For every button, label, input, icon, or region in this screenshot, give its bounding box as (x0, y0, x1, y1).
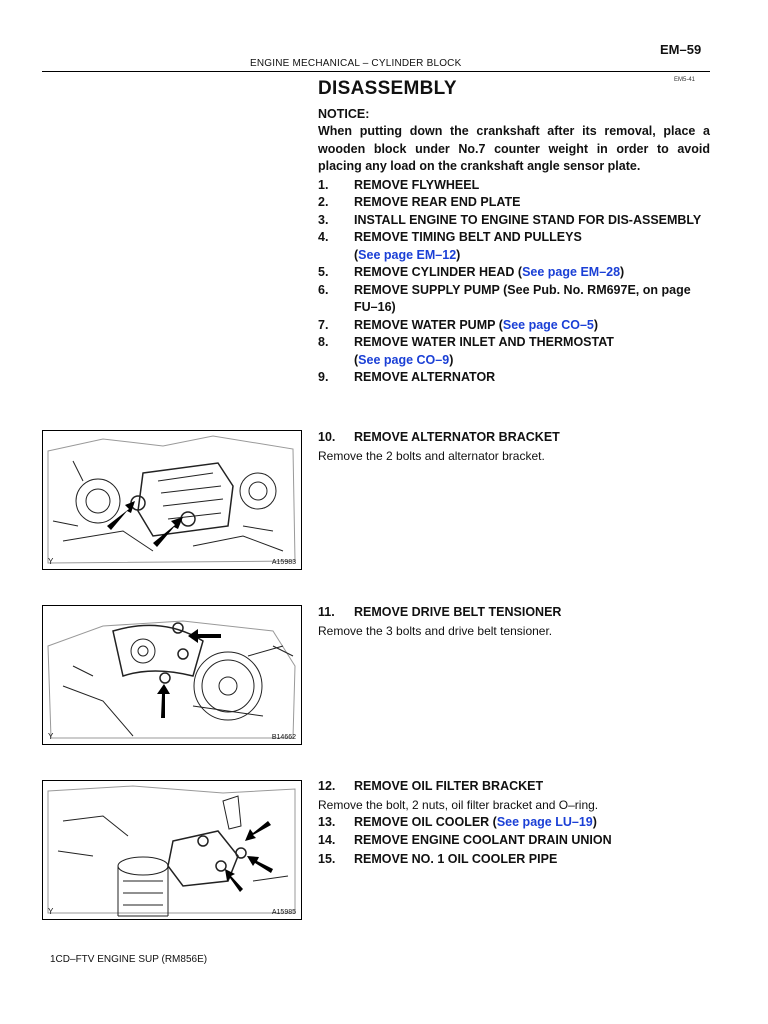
step-number: 12. (318, 779, 336, 793)
step-number: 6. (318, 282, 329, 297)
ref-open: ( (354, 352, 359, 367)
step-title: REMOVE OIL COOLER ( (354, 814, 497, 829)
ref-close: ) (449, 352, 454, 367)
step-7 (318, 317, 710, 335)
step-12 (318, 778, 710, 796)
figure-drive-belt-tensioner (42, 605, 302, 745)
step-title: REMOVE ENGINE COOLANT DRAIN UNION (354, 833, 612, 847)
step-number: 8. (318, 335, 329, 349)
step-number: 4. (318, 230, 329, 244)
step-title: REMOVE SUPPLY PUMP (See Pub. No. RM697E, on page FU–16) (354, 282, 691, 314)
step-description: Remove the 2 bolts and alternator bracket. (318, 448, 545, 463)
main-column (318, 78, 710, 387)
step-title: REMOVE ALTERNATOR BRACKET (354, 430, 560, 444)
arrow-icon (247, 856, 273, 873)
ref-close: ) (456, 247, 461, 262)
step-9 (318, 369, 710, 387)
figure-axis-label: Y (48, 732, 54, 741)
step-number: 2. (318, 195, 329, 209)
figure-axis-label: Y (48, 557, 54, 566)
footer: 1CD–FTV ENGINE SUP (RM856E) (50, 954, 208, 965)
figure-alternator-bracket (42, 430, 302, 570)
step-number: 5. (318, 265, 329, 279)
step-number: 13. (318, 814, 336, 829)
see-page-link[interactable]: See page LU–19 (496, 814, 593, 829)
step-title: INSTALL ENGINE TO ENGINE STAND FOR DIS-ASSEMBLY (354, 212, 702, 227)
section-11 (318, 604, 710, 640)
step-13 (318, 814, 710, 832)
section-10 (318, 429, 710, 465)
see-page-link[interactable]: See page EM–28 (522, 265, 621, 279)
step-15 (318, 851, 710, 869)
alternator-bracket-illustration (43, 431, 301, 569)
step-list (318, 177, 710, 387)
step-title: REMOVE OIL FILTER BRACKET (354, 779, 544, 793)
arrow-icon (107, 501, 135, 530)
ref-close: ) (592, 814, 597, 829)
step-number: 3. (318, 212, 329, 227)
figure-id: A15983 (271, 559, 296, 566)
step-title: REMOVE REAR END PLATE (354, 195, 521, 209)
step-3 (318, 212, 710, 230)
step-number: 11. (318, 605, 335, 619)
step-title: REMOVE FLYWHEEL (354, 177, 480, 192)
step-11 (318, 604, 710, 622)
step-number: 14. (318, 833, 336, 847)
header-rule (42, 71, 710, 72)
figure-oil-filter-bracket (42, 780, 302, 920)
arrow-icon (157, 684, 170, 718)
step-title: REMOVE NO. 1 OIL COOLER PIPE (354, 851, 558, 866)
step-10 (318, 429, 710, 447)
step-title: REMOVE WATER PUMP ( (354, 317, 503, 332)
page-number: EM–59 (660, 42, 702, 57)
step-5 (318, 264, 710, 282)
figure-axis-label: Y (48, 907, 54, 916)
notice-text: When putting down the crankshaft after its removal, place a wooden block under No.7 counter weight in order to avoid placing any load on the crankshaft angle sensor plate. (318, 124, 710, 173)
ref-open: ( (354, 247, 359, 262)
running-head: ENGINE MECHANICAL – CYLINDER BLOCK (250, 58, 462, 69)
see-page-link[interactable]: See page EM–12 (358, 247, 457, 262)
step-number: 9. (318, 370, 329, 384)
figure-id: A15985 (271, 909, 296, 916)
section-12 (318, 778, 710, 869)
step-14 (318, 832, 710, 850)
step-title: REMOVE CYLINDER HEAD ( (354, 265, 523, 279)
step-1 (318, 177, 710, 195)
step-description: Remove the 3 bolts and drive belt tensioner. (318, 623, 553, 638)
notice-label: NOTICE: (318, 107, 370, 121)
page-title: DISASSEMBLY (318, 78, 457, 99)
see-page-link[interactable]: See page CO–9 (358, 352, 450, 367)
see-page-link[interactable]: See page CO–5 (502, 317, 594, 332)
step-8 (318, 334, 710, 369)
arrow-icon (245, 821, 271, 841)
step-2 (318, 194, 710, 212)
step-title: REMOVE TIMING BELT AND PULLEYS (354, 230, 582, 244)
doc-code: EM5-41 (674, 77, 696, 83)
step-number: 7. (318, 317, 329, 332)
ref-close: ) (620, 265, 625, 279)
step-number: 10. (318, 430, 336, 444)
step-title: REMOVE DRIVE BELT TENSIONER (354, 605, 562, 619)
step-title: REMOVE ALTERNATOR (354, 370, 496, 384)
arrow-icon (188, 629, 221, 643)
figure-id: B14662 (271, 734, 296, 741)
step-6 (318, 282, 710, 317)
step-4 (318, 229, 710, 264)
ref-close: ) (593, 317, 599, 332)
step-number: 1. (318, 177, 329, 192)
step-title: REMOVE WATER INLET AND THERMOSTAT (354, 335, 614, 349)
oil-filter-bracket-illustration (43, 781, 301, 919)
drive-belt-tensioner-illustration (43, 606, 301, 744)
step-description: Remove the bolt, 2 nuts, oil filter bracket and O–ring. (318, 797, 599, 812)
step-number: 15. (318, 851, 336, 866)
